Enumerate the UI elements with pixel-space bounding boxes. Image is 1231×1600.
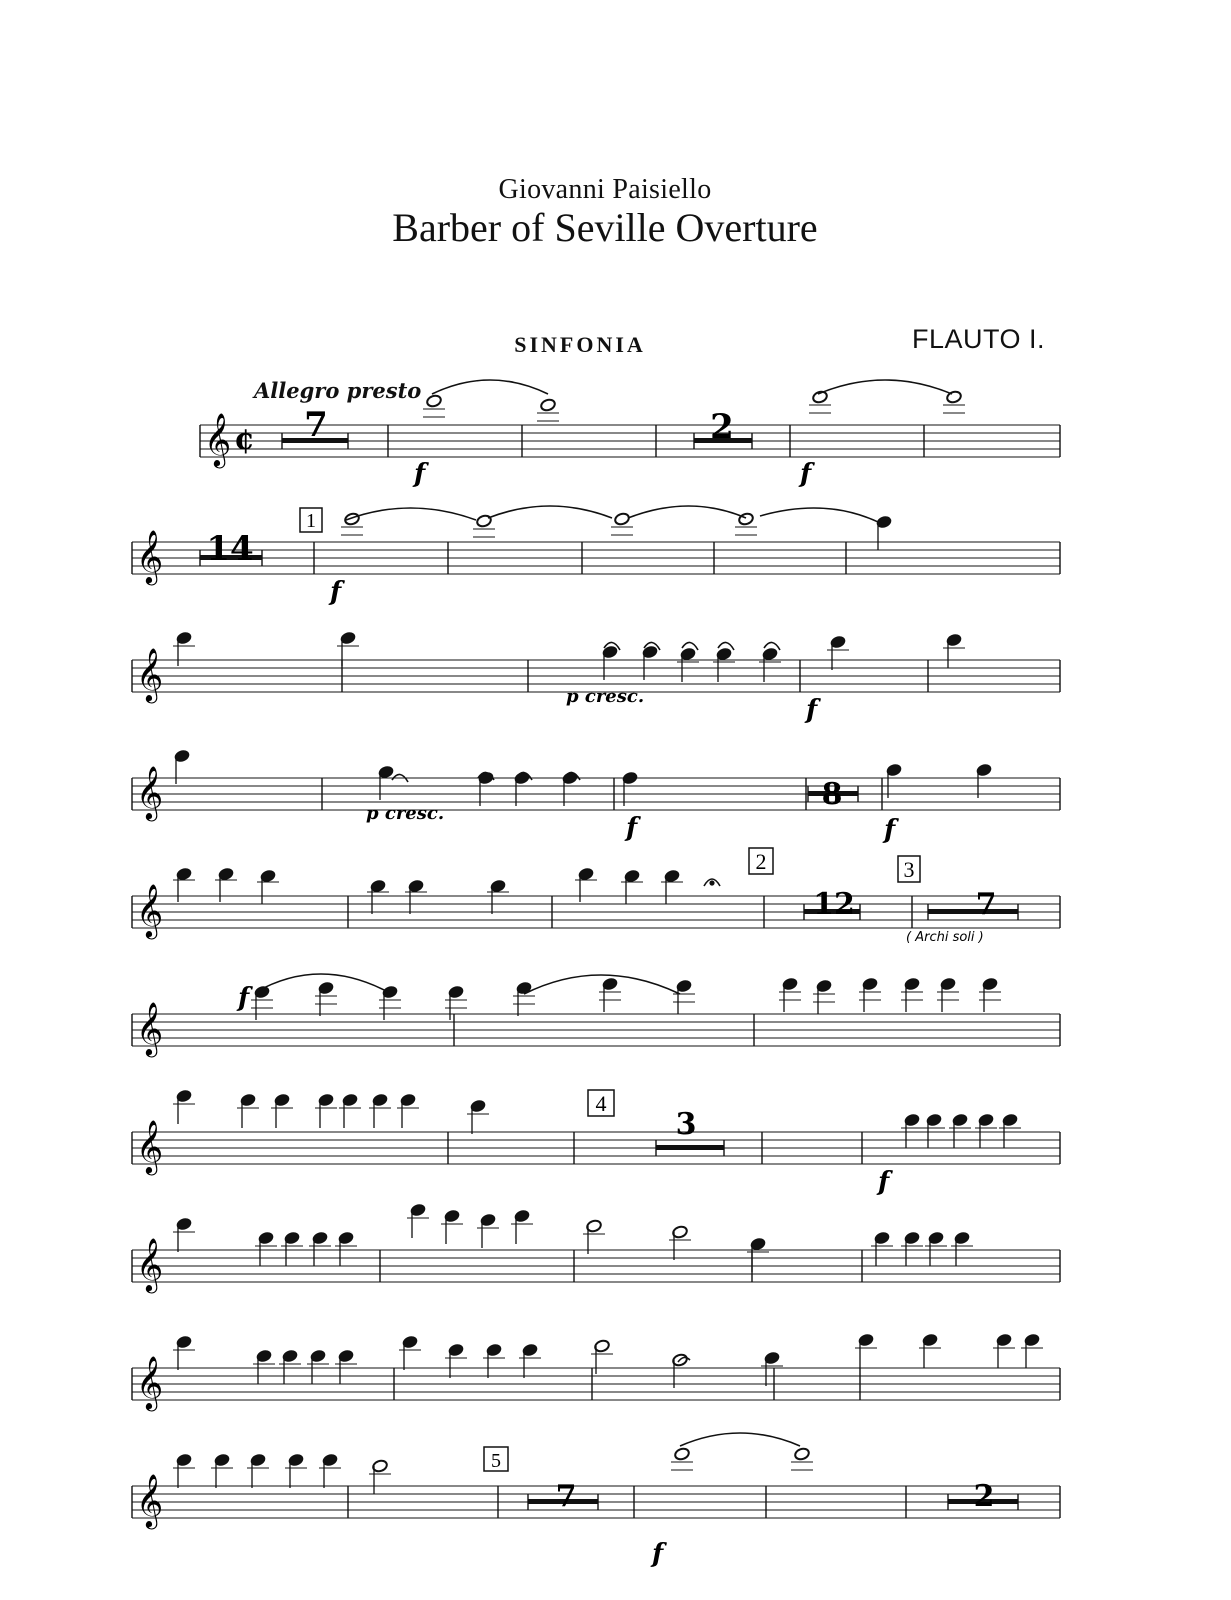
multi-rest-count: 3 <box>675 1107 697 1142</box>
treble-clef-icon: 𝄞 <box>136 529 164 583</box>
staff-system <box>132 1473 1060 1529</box>
rehearsal-mark-5 <box>484 1447 508 1472</box>
dynamic-forte: f <box>806 695 818 725</box>
dynamic-piano-cresc: p cresc. <box>566 686 645 707</box>
staff-system <box>132 1001 1060 1057</box>
multi-rest-count: 14 <box>206 529 254 569</box>
svg-text:3: 3 <box>903 857 915 882</box>
dynamic-forte: f <box>414 459 426 489</box>
archi-soli-annotation: ( Archi soli ) <box>906 930 984 945</box>
note-head <box>794 1447 811 1461</box>
rehearsal-mark-4 <box>588 1090 614 1116</box>
treble-clef-icon: 𝄞 <box>136 883 164 937</box>
multi-rest-count: 2 <box>973 1479 995 1514</box>
rehearsal-mark-2 <box>749 848 773 874</box>
staff-system <box>132 1237 1060 1293</box>
staff-system <box>132 1119 1060 1175</box>
staff-system <box>200 412 1060 468</box>
note-head <box>674 1447 691 1461</box>
treble-clef-icon: 𝄞 <box>136 765 164 819</box>
dynamic-forte: f <box>884 815 896 845</box>
fermata <box>704 879 720 886</box>
dynamic-forte: f <box>652 1539 664 1569</box>
composer-name: Giovanni Paisiello <box>498 174 712 205</box>
treble-clef-icon: 𝄞 <box>136 1237 164 1291</box>
note-head <box>614 512 631 526</box>
instrument-label: FLAUTO I. <box>912 324 1046 354</box>
multi-rest-count: 7 <box>975 887 997 922</box>
movement-title: SINFONIA <box>514 332 646 357</box>
multi-rest-count: 7 <box>555 1479 577 1514</box>
tempo-marking: Allegro presto <box>254 378 422 403</box>
dynamic-forte: f <box>330 577 342 607</box>
note-head <box>738 512 755 526</box>
dynamic-forte: f <box>878 1167 890 1197</box>
multi-rest-bar <box>928 909 1018 914</box>
dynamic-piano-cresc: p cresc. <box>366 803 445 824</box>
multi-rest-count: 8 <box>821 777 843 812</box>
multi-rest-count: 7 <box>304 405 328 445</box>
treble-clef-icon: 𝄞 <box>136 1001 164 1055</box>
svg-text:1: 1 <box>306 510 316 532</box>
rehearsal-mark-3 <box>898 856 920 882</box>
multi-rest-count: 2 <box>710 407 734 447</box>
staff-system <box>132 529 1060 585</box>
note-head <box>426 394 443 408</box>
cut-time-icon: ¢ <box>234 422 255 457</box>
treble-clef-icon: 𝄞 <box>136 1355 164 1409</box>
note-head <box>812 390 829 404</box>
svg-text:4: 4 <box>595 1091 607 1116</box>
staff-system <box>132 765 1060 821</box>
rehearsal-mark-1 <box>300 508 322 532</box>
note-head <box>344 512 361 526</box>
multi-rest-count: 12 <box>813 887 855 922</box>
treble-clef-icon: 𝄞 <box>136 1473 164 1527</box>
dynamic-forte: f <box>238 983 250 1013</box>
treble-clef-icon: 𝄞 <box>136 1119 164 1173</box>
svg-text:2: 2 <box>755 849 767 874</box>
dynamic-forte: f <box>626 813 638 843</box>
note-head <box>540 398 557 412</box>
svg-text:5: 5 <box>491 1450 501 1472</box>
piece-title: Barber of Seville Overture <box>392 205 818 250</box>
treble-clef-icon: 𝄞 <box>136 647 164 701</box>
dynamic-forte: f <box>800 459 812 489</box>
note-head <box>476 514 493 528</box>
multi-rest-bar <box>656 1145 724 1150</box>
treble-clef-icon: 𝄞 <box>204 412 232 466</box>
